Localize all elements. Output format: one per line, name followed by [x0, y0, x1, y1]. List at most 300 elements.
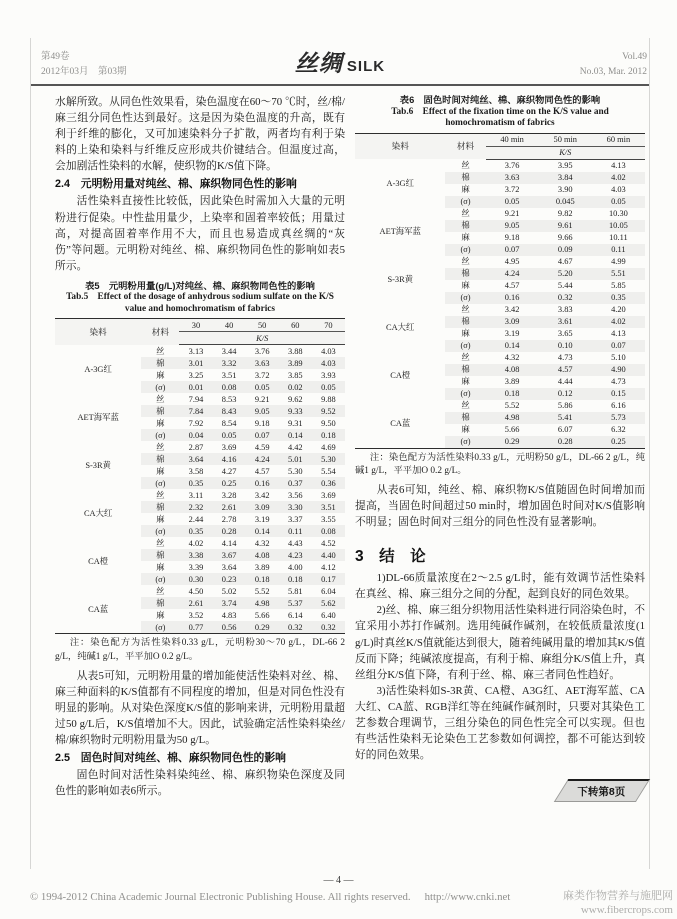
value-cell: 6.16 [611, 401, 626, 410]
value-cell: 3.09 [246, 501, 279, 513]
table-row [55, 585, 345, 597]
watermark-site-url: www.fibercrops.com [580, 903, 673, 916]
material-cell: 棉 [141, 501, 179, 513]
paragraph-2-4: 活性染料直接性比较低，因此染色时需加入大量的元明粉进行促染。中性盐用量少，上染率和固着率较低；用量过高，对提高固着率作用不大，而且也易造成真丝绸的“灰伤”等问题。元明粉对纯丝、棉、麻织物同色性的影响如表5所示。 [55, 195, 345, 272]
value-cell: 5.73 [592, 412, 645, 424]
value-cell: 0.10 [539, 340, 592, 352]
paragraph-continuation: 水解所致。从同色性效果看，染色温度在60～70 ℃时，丝/棉/麻三组分同色性达到最好。这是因为染色温度的升高，既有利于纤维的膨化，又可加速染料分子扩散，两者均有利于染料的上染和染料与纤维反应形成共价键结合。但温度过高，会加剧活性染料的水解，使织物的K/S值下降。 [55, 96, 345, 173]
value-cell: 4.08 [246, 549, 279, 561]
value-cell: 4.03 [611, 185, 626, 194]
value-cell: 3.76 [504, 161, 520, 170]
issue-label-en: No.03, Mar. 2012 [579, 67, 647, 77]
value-cell: 0.18 [279, 573, 312, 585]
value-cell: 3.32 [213, 357, 246, 369]
value-cell: 10.11 [609, 233, 628, 242]
journal-logo-chinese: 丝绸 [294, 51, 343, 76]
value-cell: 9.50 [321, 418, 336, 428]
value-cell: 0.32 [279, 621, 312, 634]
material-cell: (σ) [445, 340, 485, 352]
value-cell: 5.52 [504, 401, 520, 410]
value-cell: 3.89 [279, 357, 312, 369]
table-row [355, 159, 645, 172]
value-cell: 4.98 [486, 412, 539, 424]
value-cell: 0.77 [179, 621, 212, 634]
table-row [55, 393, 345, 405]
table6-note: 注：染色配方为活性染料0.33 g/L，元明粉50 g/L，DL-66 2 g/L，纯碱1 g/L，平平加O 0.2 g/L。 [355, 452, 645, 476]
value-cell: 4.12 [321, 562, 336, 572]
material-cell: 棉 [141, 597, 179, 609]
column-header-value: 50 [246, 319, 279, 332]
value-cell: 4.43 [287, 538, 303, 548]
material-cell: 棉 [141, 405, 179, 417]
value-cell: 5.54 [321, 466, 336, 476]
value-cell: 4.50 [188, 586, 204, 596]
value-cell: 9.21 [254, 394, 270, 404]
value-cell: 4.57 [539, 364, 592, 376]
material-cell: (σ) [445, 244, 485, 256]
value-cell: 8.54 [221, 418, 237, 428]
continued-badge-row [355, 779, 643, 802]
material-cell: 麻 [156, 562, 165, 572]
table5-caption-en: Tab.5 Effect of the dosage of anhydrous sodium sulfate on the K/S value and homochromatism of fabrics [66, 292, 334, 314]
value-cell: 3.13 [188, 346, 204, 356]
material-cell: (σ) [141, 429, 179, 441]
value-cell: 3.11 [188, 490, 204, 500]
material-cell: 棉 [445, 364, 485, 376]
value-cell: 9.18 [254, 418, 270, 428]
material-cell: 麻 [156, 514, 165, 524]
value-cell: 0.05 [592, 196, 645, 208]
value-cell: 3.72 [504, 185, 520, 194]
dye-name-cell: AET海军蓝 [55, 393, 141, 441]
value-cell: 0.11 [279, 525, 312, 537]
value-cell: 3.65 [557, 329, 573, 338]
table6-caption-en: Tab.6 Effect of the fixation time on the K/S value and homochromatism of fabrics [391, 106, 609, 128]
table5-note: 注：染色配方为活性染料0.33 g/L，元明粉30～70 g/L，DL-66 2 g/L，纯碱1 g/L，平平加O 0.2 g/L。 [55, 638, 345, 662]
value-cell: 9.05 [486, 220, 539, 232]
value-cell: 3.38 [179, 549, 212, 561]
value-cell: 3.55 [321, 514, 336, 524]
page-number: — 4 — [323, 875, 354, 886]
value-cell: 4.14 [221, 538, 237, 548]
value-cell: 9.62 [287, 394, 303, 404]
dye-name-cell: CA大红 [355, 304, 445, 352]
section-heading-conclusion: 3 结 论 [355, 548, 426, 566]
material-cell: 丝 [156, 538, 165, 548]
table-row [55, 441, 345, 453]
value-cell: 0.11 [592, 244, 645, 256]
value-cell: 4.20 [611, 305, 626, 314]
value-cell: 0.05 [486, 196, 539, 208]
dye-name-cell: A-3G红 [55, 345, 141, 394]
value-cell: 0.045 [539, 196, 592, 208]
section-heading-2-5: 2.5 固色时间对纯丝、棉、麻织物同色性的影响 [55, 752, 286, 765]
material-cell: 丝 [156, 442, 165, 452]
value-cell: 5.52 [254, 586, 270, 596]
value-cell: 4.42 [287, 442, 303, 452]
value-cell: 3.52 [188, 610, 204, 620]
value-cell: 0.07 [592, 340, 645, 352]
material-cell: (σ) [141, 381, 179, 393]
journal-logo-english: SILK [346, 58, 386, 75]
column-header-dye: 染料 [355, 133, 445, 159]
value-cell: 0.04 [179, 429, 212, 441]
left-column [55, 94, 345, 802]
value-cell: 4.57 [504, 281, 520, 290]
value-cell: 9.31 [287, 418, 303, 428]
value-cell: 3.44 [221, 346, 237, 356]
value-cell: 3.56 [287, 490, 303, 500]
table-row [355, 400, 645, 412]
material-cell: 棉 [445, 172, 485, 184]
value-cell: 0.07 [246, 429, 279, 441]
conclusion-item-1: 1)DL-66质量浓度在2～2.5 g/L时，能有效调节活性染料在真丝、棉、麻三组分之间的分配，起到良好的同色效果。 [355, 572, 645, 601]
value-cell: 9.82 [557, 209, 573, 218]
table-row [355, 304, 645, 316]
value-cell: 0.14 [246, 525, 279, 537]
value-cell: 0.02 [279, 381, 312, 393]
material-cell: 麻 [156, 466, 165, 476]
value-cell: 0.36 [312, 477, 345, 489]
value-cell: 8.43 [213, 405, 246, 417]
table-row [355, 352, 645, 364]
material-cell: 麻 [461, 185, 470, 194]
value-cell: 3.83 [557, 305, 573, 314]
value-cell: 9.33 [279, 405, 312, 417]
value-cell: 4.32 [504, 353, 520, 362]
continued-badge-label: 下转第8页 [577, 786, 626, 799]
value-cell: 5.86 [557, 401, 573, 410]
value-cell: 3.89 [254, 562, 270, 572]
value-cell: 0.18 [246, 573, 279, 585]
value-cell: 4.03 [312, 357, 345, 369]
value-cell: 0.32 [312, 621, 345, 634]
value-cell: 2.44 [188, 514, 204, 524]
material-cell: (σ) [141, 525, 179, 537]
value-cell: 5.02 [221, 586, 237, 596]
column-header-value: 50 min [539, 133, 592, 146]
value-cell: 0.18 [312, 429, 345, 441]
value-cell: 4.95 [504, 257, 520, 266]
value-cell: 10.05 [592, 220, 645, 232]
value-cell: 0.37 [279, 477, 312, 489]
value-cell: 5.44 [557, 281, 573, 290]
material-cell: 丝 [461, 401, 470, 410]
value-cell: 3.58 [188, 466, 204, 476]
value-cell: 9.66 [557, 233, 573, 242]
value-cell: 3.84 [539, 172, 592, 184]
value-cell: 3.63 [486, 172, 539, 184]
value-cell: 2.61 [213, 501, 246, 513]
material-cell: 棉 [445, 220, 485, 232]
material-cell: 丝 [461, 305, 470, 314]
issue-label: 2012年03月 第03期 [41, 67, 127, 77]
section-heading-2-4: 2.4 元明粉用量对纯丝、棉、麻织物同色性的影响 [55, 178, 297, 191]
value-cell: 6.14 [287, 610, 303, 620]
value-cell: 0.25 [592, 436, 645, 449]
value-cell: 2.61 [179, 597, 212, 609]
value-cell: 0.23 [213, 573, 246, 585]
value-cell: 0.28 [213, 525, 246, 537]
material-cell: 棉 [445, 268, 485, 280]
material-cell: 丝 [461, 353, 470, 362]
value-cell: 4.32 [254, 538, 270, 548]
table6-caption-cn: 表6 固色时间对纯丝、棉、麻织物同色性的影响 [399, 95, 601, 105]
value-cell: 0.16 [486, 292, 539, 304]
continued-on-page-badge [554, 779, 650, 802]
value-cell: 0.15 [592, 388, 645, 400]
value-cell: 3.69 [321, 490, 336, 500]
value-cell: 0.35 [179, 477, 212, 489]
column-header-dye: 染料 [55, 319, 141, 345]
two-column-content [55, 94, 645, 802]
material-cell: 丝 [156, 586, 165, 596]
value-cell: 4.57 [254, 466, 270, 476]
value-cell: 4.13 [611, 329, 626, 338]
material-cell: 棉 [445, 412, 485, 424]
conclusion-item-3: 3)活性染料如S-3R黄、CA橙、A3G红、AET海军蓝、CA大红、CA蓝、RGB洋红等在纯碱作碱剂时，只要对其染色工艺参数合理调节，三组分染色的同色性完全可以实现。但也有些活性染料无论染色工艺参数如何调控，都不可能达到较好的同色效果。 [355, 684, 645, 762]
value-cell: 4.24 [246, 453, 279, 465]
value-cell: 5.30 [287, 466, 303, 476]
value-cell: 9.05 [246, 405, 279, 417]
value-cell: 0.56 [213, 621, 246, 634]
value-cell: 3.63 [246, 357, 279, 369]
value-cell: 5.20 [539, 268, 592, 280]
column-header-unit: K/S [486, 146, 645, 159]
value-cell: 2.78 [221, 514, 237, 524]
material-cell: 麻 [156, 610, 165, 620]
value-cell: 3.89 [504, 377, 520, 386]
value-cell: 5.81 [287, 586, 303, 596]
material-cell: 丝 [461, 209, 470, 218]
value-cell: 5.66 [504, 425, 520, 434]
page-left-edge-line [30, 38, 31, 869]
value-cell: 0.25 [213, 477, 246, 489]
value-cell: 0.29 [246, 621, 279, 634]
value-cell: 3.93 [321, 370, 336, 380]
value-cell: 6.32 [611, 425, 626, 434]
value-cell: 3.39 [188, 562, 204, 572]
column-header-value: 60 [279, 319, 312, 332]
value-cell: 0.05 [213, 429, 246, 441]
value-cell: 7.92 [188, 418, 204, 428]
value-cell: 3.19 [504, 329, 520, 338]
value-cell: 6.40 [321, 610, 336, 620]
value-cell: 5.85 [611, 281, 626, 290]
value-cell: 4.03 [321, 346, 336, 356]
value-cell: 4.27 [221, 466, 237, 476]
value-cell: 5.37 [279, 597, 312, 609]
material-cell: (σ) [445, 196, 485, 208]
column-header-material: 材料 [141, 319, 179, 345]
copyright-text: © 1994-2012 China Academic Journal Electronic Publishing House. All rights reserved. [30, 891, 411, 903]
volume-label-en: Vol.49 [622, 52, 647, 62]
material-cell: (σ) [141, 621, 179, 634]
paragraph-table5-discussion: 从表5可知，元明粉用量的增加能使活性染料对丝、棉、麻三种面料的K/S值都有不同程度的增加，但是对同色性没有明显的影响。从对染色深度K/S值的影响来讲，元明粉用量超过50 g/L后，K/S值增加不大。因此，试验确定活性染料染丝/棉/麻织物时元明粉用量为50 g/L。 [55, 669, 345, 747]
material-cell: 麻 [156, 418, 165, 428]
value-cell: 3.88 [287, 346, 303, 356]
value-cell: 6.07 [557, 425, 573, 434]
column-header-value: 40 min [486, 133, 539, 146]
table5 [55, 318, 345, 634]
table-row [55, 537, 345, 549]
value-cell: 4.08 [486, 364, 539, 376]
dye-name-cell: S-3R黄 [355, 256, 445, 304]
value-cell: 4.69 [321, 442, 336, 452]
material-cell: 麻 [461, 377, 470, 386]
value-cell: 9.88 [321, 394, 336, 404]
material-cell: 棉 [141, 453, 179, 465]
table-row [55, 489, 345, 501]
page-header [31, 40, 649, 86]
material-cell: 麻 [461, 425, 470, 434]
journal-logo [31, 45, 649, 78]
copyright-line [30, 891, 510, 903]
value-cell: 4.44 [557, 377, 573, 386]
column-header-material: 材料 [445, 133, 485, 159]
value-cell: 4.73 [557, 353, 573, 362]
value-cell: 0.17 [312, 573, 345, 585]
value-cell: 3.25 [188, 370, 204, 380]
value-cell: 4.90 [592, 364, 645, 376]
value-cell: 2.32 [179, 501, 212, 513]
value-cell: 3.64 [179, 453, 212, 465]
value-cell: 5.66 [254, 610, 270, 620]
dye-name-cell: A-3G红 [355, 159, 445, 208]
material-cell: (σ) [141, 477, 179, 489]
material-cell: 丝 [461, 257, 470, 266]
material-cell: (σ) [141, 573, 179, 585]
material-cell: 丝 [461, 160, 470, 170]
value-cell: 3.67 [213, 549, 246, 561]
dye-name-cell: AET海军蓝 [355, 208, 445, 256]
value-cell: 0.18 [486, 388, 539, 400]
value-cell: 10.30 [608, 209, 628, 218]
value-cell: 0.07 [486, 244, 539, 256]
value-cell: 0.12 [539, 388, 592, 400]
column-header-value: 40 [213, 319, 246, 332]
material-cell: 丝 [156, 490, 165, 500]
value-cell: 3.28 [221, 490, 237, 500]
value-cell: 9.21 [504, 209, 520, 218]
dye-name-cell: CA大红 [55, 489, 141, 537]
value-cell: 0.09 [539, 244, 592, 256]
header-volume-info-en [580, 50, 647, 80]
material-cell: 麻 [461, 233, 470, 242]
material-cell: (σ) [445, 388, 485, 400]
right-column [355, 94, 645, 802]
value-cell: 2.87 [188, 442, 204, 452]
watermark [563, 890, 673, 917]
material-cell: 麻 [461, 281, 470, 290]
value-cell: 3.09 [486, 316, 539, 328]
value-cell: 3.85 [287, 370, 303, 380]
value-cell: 4.52 [321, 538, 336, 548]
value-cell: 3.76 [254, 346, 270, 356]
value-cell: 3.61 [539, 316, 592, 328]
table-row [355, 256, 645, 268]
value-cell: 0.30 [179, 573, 212, 585]
page-right-edge-line [649, 38, 650, 869]
column-header-unit: K/S [179, 332, 345, 345]
value-cell: 3.69 [221, 442, 237, 452]
value-cell: 0.05 [246, 381, 279, 393]
value-cell: 3.51 [221, 370, 237, 380]
column-header-value: 30 [179, 319, 212, 332]
material-cell: 麻 [156, 370, 165, 380]
value-cell: 7.84 [179, 405, 212, 417]
dye-name-cell: CA橙 [355, 352, 445, 400]
value-cell: 3.42 [504, 305, 520, 314]
dye-name-cell: CA蓝 [55, 585, 141, 634]
paragraph-2-5: 固色时间对活性染料染纯丝、棉、麻织物染色深度及同色性的影响如表6所示。 [55, 769, 345, 798]
table6 [355, 133, 645, 449]
value-cell: 5.41 [539, 412, 592, 424]
value-cell: 9.18 [504, 233, 520, 242]
value-cell: 4.40 [312, 549, 345, 561]
value-cell: 8.53 [221, 394, 237, 404]
value-cell: 5.10 [611, 353, 626, 362]
material-cell: (σ) [445, 436, 485, 449]
paragraph-table6-discussion: 从表6可知，纯丝、棉、麻织物K/S值随固色时间增加而提高，当固色时间超过50 min时，增加固色时间对K/S值影响不明显；固色时间对三组分的同色性没有显著影响。 [355, 483, 645, 529]
value-cell: 0.29 [486, 436, 539, 449]
dye-name-cell: CA蓝 [355, 400, 445, 449]
value-cell: 0.08 [213, 381, 246, 393]
table5-caption-cn: 表5 元明粉用量(g/L)对纯丝、棉、麻织物同色性的影响 [85, 280, 315, 291]
column-header-value: 60 min [592, 133, 645, 146]
cnki-url: http://www.cnki.net [424, 891, 511, 903]
value-cell: 3.64 [221, 562, 237, 572]
value-cell: 5.01 [279, 453, 312, 465]
value-cell: 4.24 [486, 268, 539, 280]
value-cell: 4.02 [188, 538, 204, 548]
material-cell: 丝 [156, 394, 165, 404]
value-cell: 4.13 [611, 161, 626, 170]
value-cell: 5.62 [312, 597, 345, 609]
value-cell: 4.67 [557, 257, 573, 266]
value-cell: 3.90 [557, 185, 573, 194]
value-cell: 9.61 [539, 220, 592, 232]
value-cell: 0.14 [486, 340, 539, 352]
column-header-value: 70 [312, 319, 345, 332]
value-cell: 4.83 [221, 610, 237, 620]
material-cell: (σ) [445, 292, 485, 304]
value-cell: 3.37 [287, 514, 303, 524]
value-cell: 0.05 [312, 381, 345, 393]
value-cell: 6.04 [321, 586, 336, 596]
material-cell: 棉 [445, 316, 485, 328]
conclusion-item-2: 2)丝、棉、麻三组分织物用活性染料进行同浴染色时，不宜采用小苏打作碱剂。选用纯碱作碱剂，在较低质量浓度(1 g/L)时真丝K/S值就能达到很大，随着纯碱用量的增加其K/S值反而下降；纯碱浓度提高，有利于棉、麻组分K/S值上升，真丝组分K/S值下降，有利于丝、棉、麻三者同色性趋好。 [355, 604, 645, 681]
value-cell: 3.01 [179, 357, 212, 369]
value-cell: 4.16 [213, 453, 246, 465]
value-cell: 4.59 [254, 442, 270, 452]
value-cell: 3.42 [254, 490, 270, 500]
value-cell: 0.01 [179, 381, 212, 393]
value-cell: 5.30 [312, 453, 345, 465]
table-row [55, 345, 345, 358]
value-cell: 3.74 [213, 597, 246, 609]
value-cell: 4.98 [246, 597, 279, 609]
value-cell: 3.30 [279, 501, 312, 513]
volume-label: 第49卷 [41, 52, 70, 62]
value-cell: 3.95 [557, 161, 573, 170]
value-cell: 4.99 [611, 257, 626, 266]
value-cell: 4.02 [592, 172, 645, 184]
dye-name-cell: CA橙 [55, 537, 141, 585]
value-cell: 0.08 [312, 525, 345, 537]
value-cell: 0.32 [539, 292, 592, 304]
value-cell: 0.28 [539, 436, 592, 449]
